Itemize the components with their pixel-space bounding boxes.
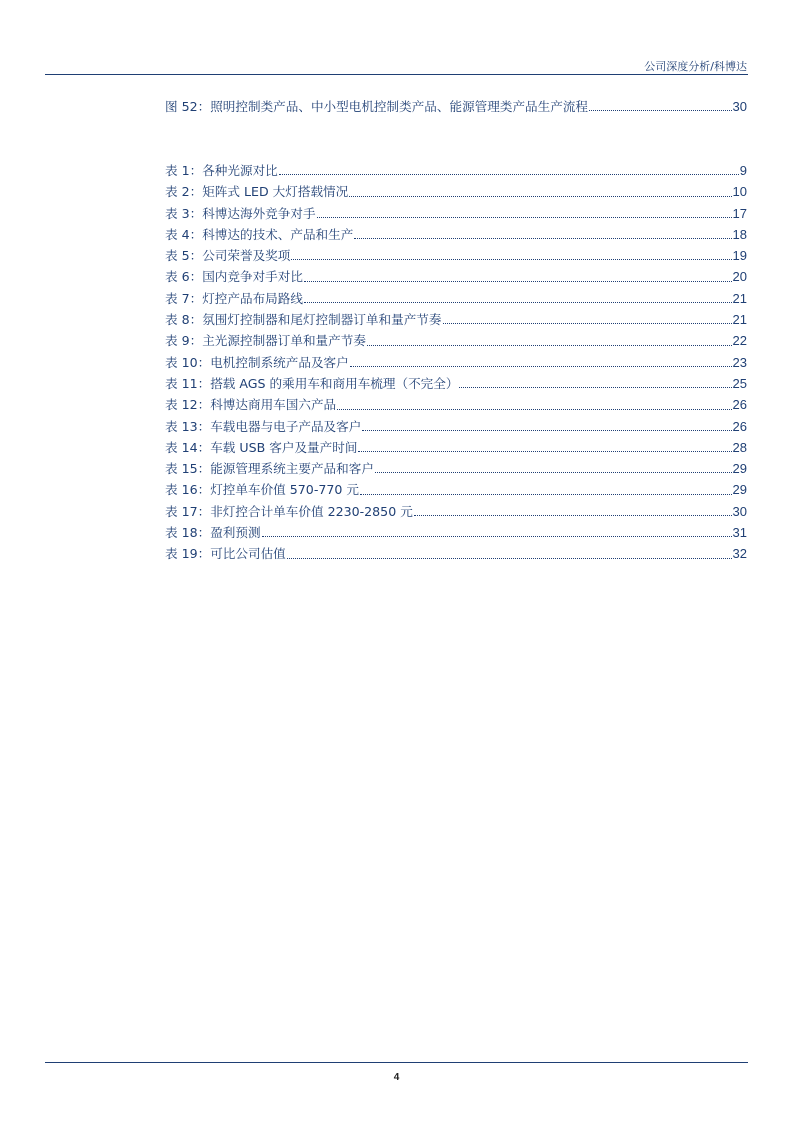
toc-entry[interactable] bbox=[165, 437, 747, 458]
toc-entry-page: 31 bbox=[732, 525, 747, 541]
toc-entry-label: 表 14：车载 USB 客户及量产时间 bbox=[165, 439, 358, 455]
toc-entry-label: 表 9：主光源控制器订单和量产节奏 bbox=[165, 333, 366, 349]
toc-dot-leader bbox=[349, 196, 731, 197]
toc-entry[interactable] bbox=[165, 288, 747, 309]
toc-entry-page: 19 bbox=[732, 248, 747, 264]
toc-entry-label: 表 16：灯控单车价值 570-770 元 bbox=[165, 482, 359, 498]
toc-entry-page: 30 bbox=[732, 503, 747, 519]
toc-entry[interactable] bbox=[165, 96, 747, 117]
toc-entry[interactable] bbox=[165, 309, 747, 330]
toc-dot-leader bbox=[304, 302, 732, 303]
toc-entry-page: 17 bbox=[732, 205, 747, 221]
toc-entry-page: 29 bbox=[732, 461, 747, 477]
toc-entry[interactable] bbox=[165, 266, 747, 287]
toc-entry-label: 表 8：氛围灯控制器和尾灯控制器订单和量产节奏 bbox=[165, 312, 442, 328]
toc-entry[interactable] bbox=[165, 458, 747, 479]
toc-entry-page: 18 bbox=[732, 226, 747, 242]
toc-dot-leader bbox=[360, 494, 732, 495]
toc-entry-label: 表 3：科博达海外竞争对手 bbox=[165, 205, 316, 221]
toc-entry-page: 26 bbox=[732, 397, 747, 413]
footer-rule bbox=[45, 1062, 748, 1063]
toc-entry-label: 表 17：非灯控合计单车价值 2230-2850 元 bbox=[165, 503, 413, 519]
toc-entry[interactable] bbox=[165, 543, 747, 564]
toc-entry-label: 表 11：搭载 AGS 的乘用车和商用车梳理（不完全） bbox=[165, 375, 459, 391]
toc-dot-leader bbox=[291, 259, 731, 260]
toc-dot-leader bbox=[414, 515, 732, 516]
toc-entry[interactable] bbox=[165, 181, 747, 202]
toc-entry-page: 20 bbox=[732, 269, 747, 285]
toc-entry-label: 表 2：矩阵式 LED 大灯搭载情况 bbox=[165, 184, 349, 200]
toc-entry-label: 表 15：能源管理系统主要产品和客户 bbox=[165, 461, 374, 477]
toc-entry[interactable] bbox=[165, 373, 747, 394]
toc-entry-page: 30 bbox=[732, 99, 747, 114]
toc-entry[interactable] bbox=[165, 160, 747, 181]
toc-entry-page: 29 bbox=[732, 482, 747, 498]
toc-entry[interactable] bbox=[165, 224, 747, 245]
toc-entry-label: 表 1：各种光源对比 bbox=[165, 163, 278, 178]
toc-entry-page: 22 bbox=[732, 333, 747, 349]
toc-dot-leader bbox=[362, 430, 731, 431]
toc-entry-label: 表 5：公司荣誉及奖项 bbox=[165, 248, 291, 264]
header-title: 公司深度分析/科博达 bbox=[644, 60, 747, 73]
toc-dot-leader bbox=[459, 387, 731, 388]
toc-entry-page: 21 bbox=[732, 312, 747, 328]
toc-entry-label: 表 13：车载电器与电子产品及客户 bbox=[165, 418, 362, 434]
toc-entry-label: 图 52：照明控制类产品、中小型电机控制类产品、能源管理类产品生产流程 bbox=[165, 99, 589, 114]
toc-entry[interactable] bbox=[165, 352, 747, 373]
toc-dot-leader bbox=[317, 217, 732, 218]
toc-entry-page: 21 bbox=[732, 290, 747, 306]
toc-entry-page: 23 bbox=[732, 354, 747, 370]
toc-entry[interactable] bbox=[165, 416, 747, 437]
toc-entry-page: 10 bbox=[732, 184, 747, 200]
toc-entry-page: 32 bbox=[732, 546, 747, 562]
toc-entry[interactable] bbox=[165, 522, 747, 543]
toc-entry-label: 表 7：灯控产品布局路线 bbox=[165, 290, 303, 306]
toc-entry-label: 表 12：科博达商用车国六产品 bbox=[165, 397, 337, 413]
toc-dot-leader bbox=[443, 323, 732, 324]
toc-entry-page: 26 bbox=[732, 418, 747, 434]
toc-dot-leader bbox=[337, 409, 731, 410]
toc-entry[interactable] bbox=[165, 245, 747, 266]
toc-entry[interactable] bbox=[165, 330, 747, 351]
toc-entry-label: 表 18：盈利预测 bbox=[165, 525, 261, 541]
toc-dot-leader bbox=[262, 536, 732, 537]
table-toc-list bbox=[165, 160, 747, 565]
toc-dot-leader bbox=[287, 558, 732, 559]
toc-dot-leader bbox=[358, 451, 731, 452]
toc-dot-leader bbox=[350, 366, 732, 367]
toc-entry[interactable] bbox=[165, 479, 747, 500]
toc-dot-leader bbox=[367, 345, 732, 346]
header-rule bbox=[45, 74, 748, 75]
toc-dot-leader bbox=[375, 472, 732, 473]
toc-dot-leader bbox=[589, 110, 732, 111]
toc-entry-label: 表 4：科博达的技术、产品和生产 bbox=[165, 226, 354, 242]
toc-entry-page: 25 bbox=[732, 375, 747, 391]
toc-entry[interactable] bbox=[165, 501, 747, 522]
toc-entry-page: 28 bbox=[732, 439, 747, 455]
toc-dot-leader bbox=[354, 238, 731, 239]
toc-entry[interactable] bbox=[165, 394, 747, 415]
toc-entry-label: 表 6：国内竞争对手对比 bbox=[165, 269, 303, 285]
toc-entry-page: 9 bbox=[739, 163, 747, 178]
toc-dot-leader bbox=[304, 281, 732, 282]
figure-toc-list bbox=[165, 96, 747, 117]
toc-dot-leader bbox=[279, 174, 739, 175]
toc-entry-label: 表 19：可比公司估值 bbox=[165, 546, 286, 562]
page-number: 4 bbox=[393, 1072, 400, 1083]
toc-entry[interactable] bbox=[165, 203, 747, 224]
toc-entry-label: 表 10：电机控制系统产品及客户 bbox=[165, 354, 349, 370]
